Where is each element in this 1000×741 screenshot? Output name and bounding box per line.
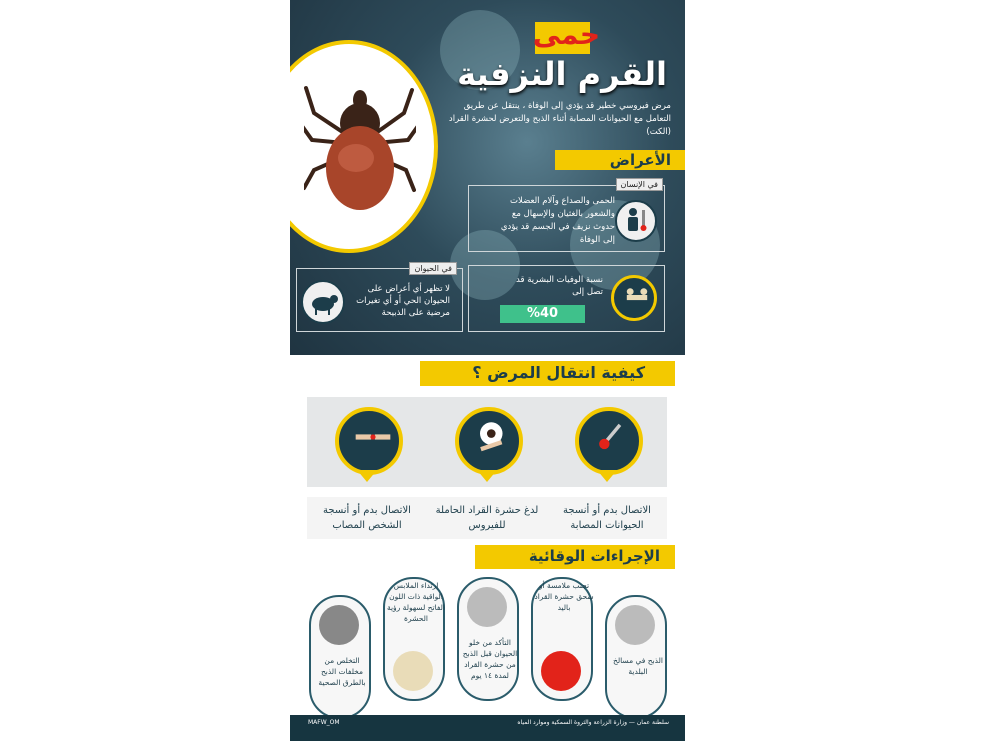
prevention-text: التخلص من مخلفات الذبح بالطرق الصحية <box>318 656 366 687</box>
protective-clothing-icon <box>393 651 433 691</box>
human-tag: في الإنسان <box>616 178 664 191</box>
intro-text: مرض فيروسي خطير قد يؤدي إلى الوفاة ، ينتقل عن طريق التعامل مع الحيوانات المصابة أثناء الذبح والتعرض لحشرة القراد (الكت) <box>448 101 671 137</box>
hands-contact-icon <box>335 407 403 475</box>
transmission-heading: كيفية انتقال المرض ؟ <box>472 363 645 382</box>
goat-inspection-icon <box>467 587 507 627</box>
top-section <box>290 0 685 355</box>
social-handle: MAFW_OM <box>308 719 340 726</box>
death-rate-value: %40 <box>500 305 585 323</box>
person-thermometer-icon <box>615 200 657 242</box>
prevention-text: الذبح في مسالخ البلدية <box>613 656 663 676</box>
animal-tag: في الحيوان <box>409 262 457 275</box>
knife-blood-icon <box>575 407 643 475</box>
title-line2: القرم النزفية <box>457 55 667 93</box>
shrouded-body-icon <box>611 275 657 321</box>
transmission-text: الاتصال بدم أو أنسجة الحيوانات المصابة <box>547 497 667 539</box>
tick-icon <box>304 78 416 228</box>
prevention-heading: الإجراءات الوقائية <box>528 547 660 565</box>
death-rate-text: نسبة الوفيات البشرية قد تصل إلى <box>516 275 603 297</box>
prevention-text: التأكد من خلو الحيوان قبل الذبح من حشرة القراد لمدة ١٤ يوم <box>462 638 518 680</box>
sheep-icon <box>301 280 345 324</box>
prevention-text: تجنب ملامسة أو سحق حشرة القراد باليد <box>534 581 594 612</box>
footer <box>290 715 685 741</box>
human-symptoms-text: الحمى والصداع وآلام العضلات والشعور بالغثيان والإسهال مع حدوث نزيف في الجسم قد يؤدي إلى الوفاة <box>500 196 615 245</box>
transmission-text: لدغ حشرة القراد الحاملة للفيروس <box>427 497 547 539</box>
symptoms-heading: الأعراض <box>609 151 671 169</box>
transmission-section <box>290 355 685 545</box>
transmission-item <box>307 397 427 537</box>
animal-symptoms-text: لا تظهر أي أعراض على الحيوان الحي أو أي تغيرات مرضية على الذبيحة <box>356 284 450 318</box>
infographic-poster <box>290 0 685 741</box>
waste-bag-icon <box>319 605 359 645</box>
transmission-item <box>547 397 667 537</box>
transmission-text: الاتصال بدم أو أنسجة الشخص المصاب <box>307 497 427 539</box>
no-tick-icon <box>541 651 581 691</box>
title-line1: حمى <box>532 18 600 51</box>
ministry-name: سلطنة عمان — وزارة الزراعة والثروة السمكية وموارد المياه <box>517 719 669 726</box>
prevention-text: إرتداء الملابس الواقية ذات اللون الفاتح لسهولة رؤية الحشرة <box>386 581 446 623</box>
slaughterhouse-icon <box>615 605 655 645</box>
prevention-section <box>290 545 685 715</box>
transmission-item <box>427 397 547 537</box>
tick-bite-icon <box>455 407 523 475</box>
